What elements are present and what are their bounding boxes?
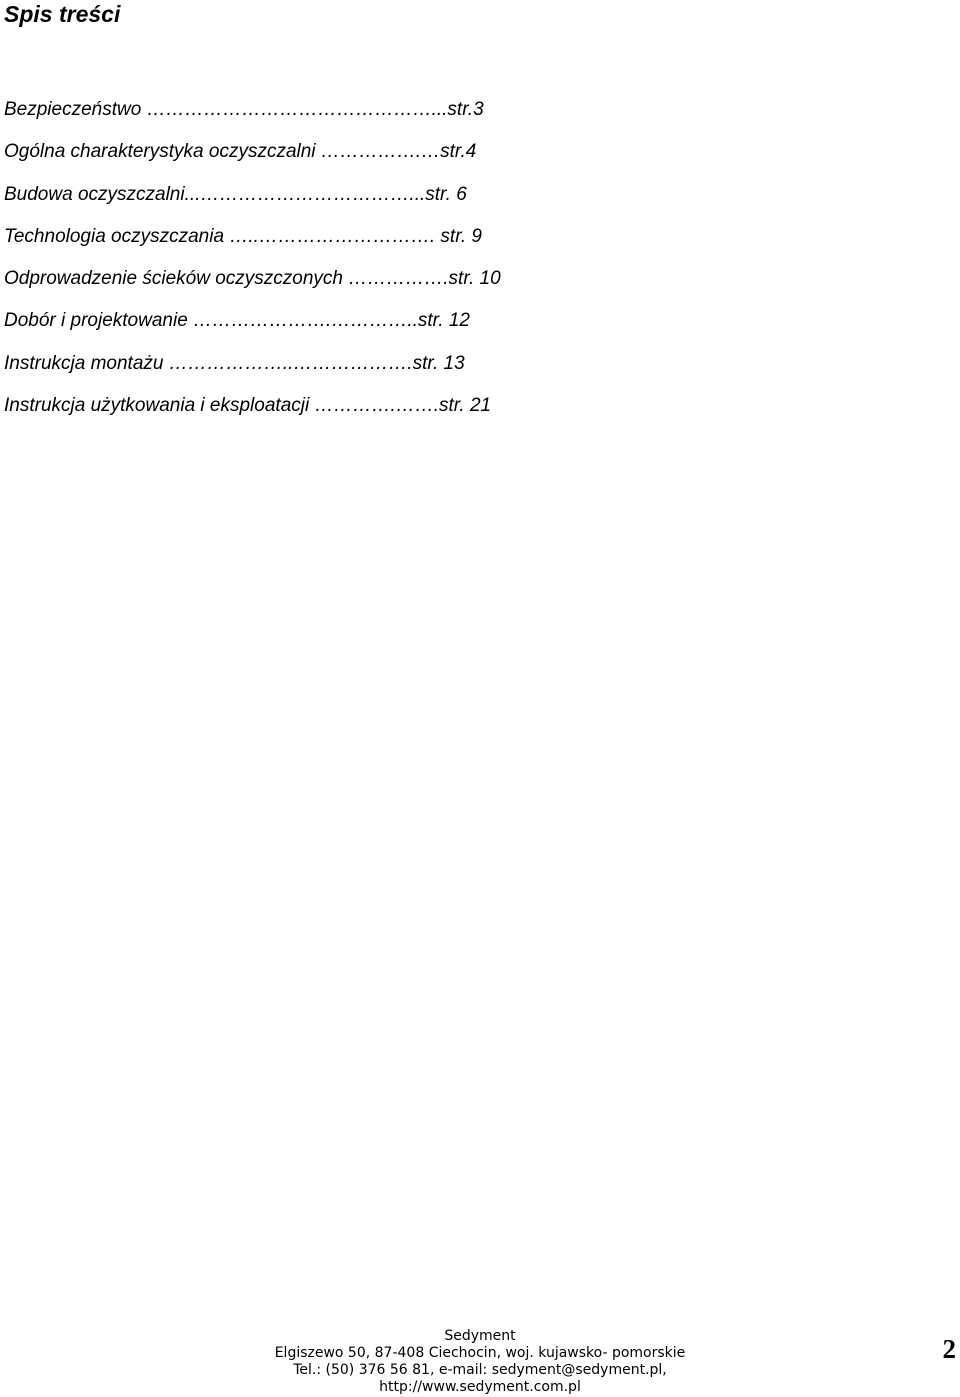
page-title: Spis treści [4, 1, 121, 27]
table-of-contents [4, 89, 501, 427]
toc-entry-general-characteristics: Ogólna charakterystyka oczyszczalni …………….…str.4 [4, 141, 477, 163]
footer-contact: Tel.: (50) 376 56 81, e-mail: sedyment@sedyment.pl, [293, 1362, 667, 1378]
footer-company: Sedyment [444, 1328, 516, 1344]
toc-entry-wastewater-discharge: Odprowadzenie ścieków oczyszczonych …………….str. 10 [4, 268, 501, 290]
page-number: 2 [942, 1334, 956, 1364]
toc-entry-technology: Technologia oczyszczania …..………………………. str. 9 [4, 225, 482, 247]
page-footer [240, 1328, 720, 1396]
toc-entry-safety: Bezpieczeństwo ………………………………………...str.3 [4, 99, 484, 120]
footer-website: http://www.sedyment.com.pl [379, 1379, 581, 1395]
toc-entry-construction: Budowa oczyszczalni...……………………………...str. 6 [4, 183, 467, 205]
toc-entry-operation: Instrukcja użytkowania i eksploatacji ………….…….str. 21 [4, 395, 492, 417]
footer-address: Elgiszewo 50, 87-408 Ciechocin, woj. kujawsko- pomorskie [274, 1345, 686, 1361]
toc-entry-installation: Instrukcja montażu ………………..……………….str. 13 [4, 352, 465, 374]
toc-entry-selection-design: Dobór i projektowanie ………………….…………..str. 12 [4, 310, 470, 332]
